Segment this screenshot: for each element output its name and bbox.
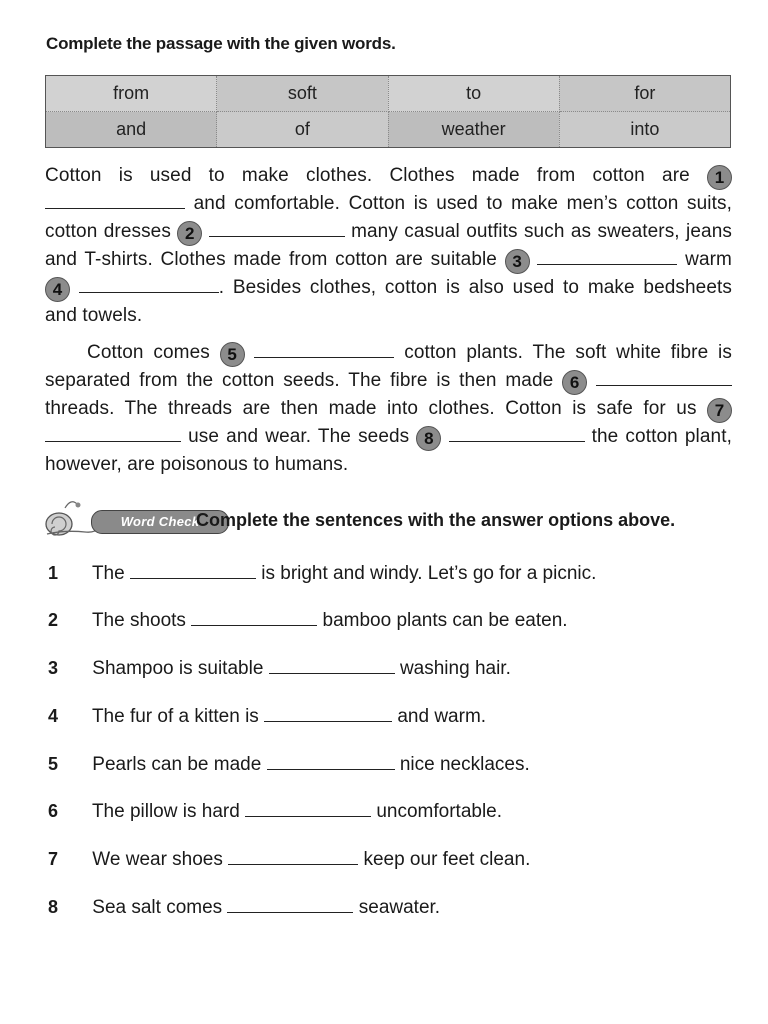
word-bank-cell: and xyxy=(46,112,217,148)
passage-text: and comfortable. Cotton is used to make men’s cotton suits, cotton dresses xyxy=(45,193,732,242)
passage-paragraph-1 xyxy=(45,162,732,330)
word-check-badge: Word Check xyxy=(91,510,229,534)
answer-blank-4[interactable] xyxy=(79,274,219,293)
sentence-number: 1 xyxy=(48,563,59,583)
sentence-number: 4 xyxy=(48,706,59,726)
sentence-blank[interactable] xyxy=(191,609,317,626)
answer-blank-5[interactable] xyxy=(254,339,394,358)
blank-number-badge: 3 xyxy=(505,249,530,274)
passage-text: use and wear. The seeds xyxy=(188,426,410,447)
sentence-item xyxy=(48,655,738,681)
sentence-item xyxy=(48,846,738,872)
sentence-text-before: The xyxy=(91,563,125,584)
blank-number-badge: 5 xyxy=(220,342,245,367)
answer-blank-3[interactable] xyxy=(537,246,677,265)
word-bank-cell: into xyxy=(559,112,730,148)
blank-number-badge: 7 xyxy=(707,398,732,423)
sentence-item xyxy=(48,607,738,633)
word-bank-cell: soft xyxy=(217,76,388,112)
answer-blank-6[interactable] xyxy=(596,367,732,386)
word-bank-cell: from xyxy=(46,76,217,112)
passage-text: the cotton plant, however, are poisonous to humans. xyxy=(45,426,732,475)
sentence-item xyxy=(48,703,738,729)
blank-number-badge: 2 xyxy=(177,221,202,246)
sentence-number: 6 xyxy=(48,801,59,821)
sentence-number: 7 xyxy=(48,849,59,869)
word-check-header xyxy=(45,494,735,538)
passage-text: Cotton comes xyxy=(87,342,210,363)
blank-number-badge: 1 xyxy=(707,165,732,190)
sentence-number: 3 xyxy=(48,658,59,678)
sentence-blank[interactable] xyxy=(228,848,358,865)
word-bank-row xyxy=(46,112,731,148)
word-bank-table xyxy=(45,75,731,148)
sentence-item xyxy=(48,751,738,777)
sentence-item xyxy=(48,894,738,920)
word-bank-cell: weather xyxy=(388,112,559,148)
sentence-text-after: nice necklaces. xyxy=(399,754,530,775)
passage-text: warm xyxy=(685,249,732,270)
sentence-text-after: uncomfortable. xyxy=(376,801,503,822)
passage-text: . Besides clothes, cotton is also used to make bedsheets and towels. xyxy=(45,277,732,326)
sentence-blank[interactable] xyxy=(130,562,256,579)
sentence-text-before: Pearls can be made xyxy=(92,754,262,775)
sentence-text-after: washing hair. xyxy=(399,658,511,679)
passage-text: cotton plants. The soft white fibre is separated from the cotton seeds. The fibre is then made xyxy=(45,342,732,391)
sentence-blank[interactable] xyxy=(264,705,392,722)
sentence-number: 2 xyxy=(48,610,59,630)
sentence-blank[interactable] xyxy=(227,896,353,913)
word-bank-cell: to xyxy=(388,76,559,112)
sentence-item xyxy=(48,798,738,824)
sentence-text-before: The fur of a kitten is xyxy=(91,706,259,727)
answer-blank-2[interactable] xyxy=(209,218,345,237)
sentence-text-after: and warm. xyxy=(397,706,487,727)
sentence-item xyxy=(48,560,738,586)
answer-blank-7[interactable] xyxy=(45,423,181,442)
word-check-instruction: Complete the sentences with the answer options above. xyxy=(196,510,676,530)
sentence-blank[interactable] xyxy=(245,800,371,817)
passage-text: many casual outfits such as sweaters, jeans and T-shirts. Clothes made from cotton are suitable xyxy=(45,221,732,270)
answer-blank-8[interactable] xyxy=(449,423,585,442)
sentence-text-after: seawater. xyxy=(358,897,441,918)
sentence-text-after: keep our feet clean. xyxy=(363,849,531,870)
sentence-text-before: The shoots xyxy=(91,610,186,631)
sentence-number: 5 xyxy=(48,754,59,774)
blank-number-badge: 4 xyxy=(45,277,70,302)
answer-blank-1[interactable] xyxy=(45,190,185,209)
sentence-number: 8 xyxy=(48,897,59,917)
sentence-text-after: bamboo plants can be eaten. xyxy=(322,610,568,631)
blank-number-badge: 6 xyxy=(562,370,587,395)
sentence-text-before: Shampoo is suitable xyxy=(92,658,264,679)
sentence-blank[interactable] xyxy=(267,753,395,770)
word-bank-cell: of xyxy=(217,112,388,148)
sentence-text-after: is bright and windy. Let’s go for a picnic. xyxy=(261,563,597,584)
word-bank-cell: for xyxy=(559,76,730,112)
page-title: Complete the passage with the given words. xyxy=(46,34,396,53)
word-bank-row xyxy=(46,76,731,112)
sentence-text-before: We wear shoes xyxy=(92,849,223,870)
sentence-text-before: The pillow is hard xyxy=(91,801,240,822)
sentence-blank[interactable] xyxy=(269,657,395,674)
sentence-text-before: Sea salt comes xyxy=(92,897,223,918)
passage-text: Cotton is used to make clothes. Clothes made from cotton are xyxy=(45,165,690,186)
blank-number-badge: 8 xyxy=(416,426,441,451)
passage-text: threads. The threads are then made into clothes. Cotton is safe for us xyxy=(45,398,697,419)
passage-paragraph-2 xyxy=(45,339,732,479)
